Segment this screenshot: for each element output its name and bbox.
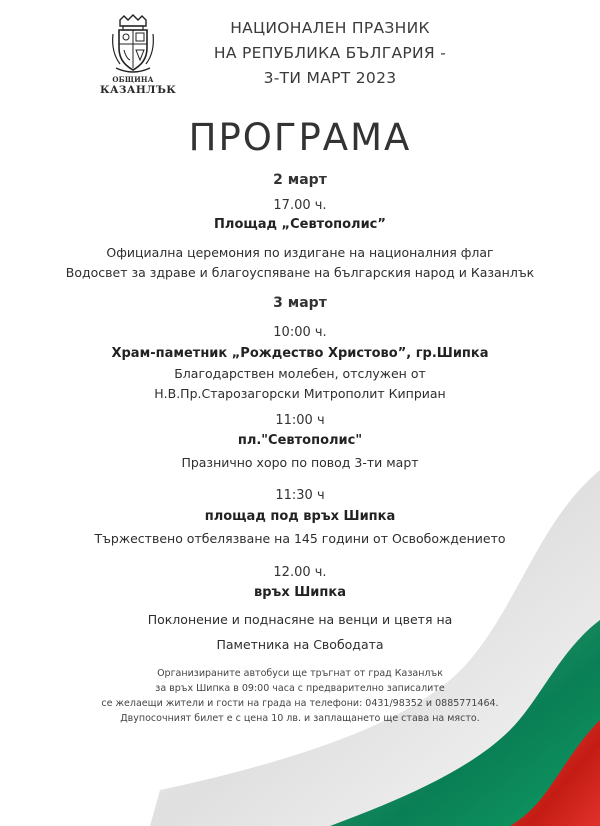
day2-event4-desc-line-1: Поклонение и поднасяне на венци и цветя на [147,612,453,627]
crest-org-line1: ОБЩИНА [112,75,154,84]
day2-event4-desc-line-2: Паметника на Свободата [216,637,384,652]
transport-note [0,666,600,726]
day2-event1-desc-line-1: Благодарствен молебен, отслужен от [174,366,426,381]
day2-event3-time: 11:30 ч [275,488,325,503]
kazanlak-coat-of-arms-icon [110,14,156,74]
day1-date: 2 март [273,172,327,188]
day2-event3-place: площад под връх Шипка [204,509,396,524]
event-title-line-1: НАЦИОНАЛЕН ПРАЗНИК [230,19,430,37]
day2-event4-time: 12.00 ч. [273,565,327,580]
day1-event1-time: 17.00 ч. [273,198,327,213]
day2-event3-desc-line-1: Тържествено отбелязване на 145 години от Освобождението [94,531,506,546]
day2-event1-place: Храм-паметник „Рождество Христово”, гр.Шипка [111,346,489,361]
day2-date: 3 март [273,295,327,311]
crest-org-line2: КАЗАНЛЪК [100,84,177,96]
day2-event1-desc-line-2: Н.В.Пр.Старозагорски Митрополит Киприан [154,386,446,401]
program-heading: ПРОГРАМА [188,116,412,159]
day1-event1-desc-line-1: Официална церемония по издигане на националния флаг [106,245,494,260]
day2-event2-time: 11:00 ч [275,413,325,428]
day2-event3 [0,485,600,551]
day2-event4 [0,563,600,657]
day2-section [0,295,600,311]
municipality-crest [100,14,177,106]
transport-note-line-3: се желаещи жители и гости на града на телефони: 0431/98352 и 0885771464. [101,698,499,709]
event-title-line-2: НА РЕПУБЛИКА БЪЛГАРИЯ - [213,44,447,62]
day1-event1-place: Площад „Севтополис” [214,217,386,232]
day1-event1-desc [0,243,600,283]
day1-event1 [0,196,600,234]
day2-event2 [0,411,600,475]
day2-event4-place: връх Шипка [254,585,346,600]
day2-event2-desc-line-1: Празнично хоро по повод 3-ти март [181,455,419,470]
transport-note-line-4: Двупосочният билет е с цена 10 лв. и заплащането ще става на място. [120,713,480,724]
transport-note-line-1: Организираните автобуси ще тръгнат от град Казанлък [157,668,443,679]
event-title [200,16,460,91]
day1-event1-desc-line-2: Водосвет за здраве и благоуспяване на българския народ и Казанлък [65,265,535,280]
event-title-line-3: 3-ТИ МАРТ 2023 [263,69,397,87]
day2-event2-place: пл."Севтополис" [237,433,363,448]
day2-event1 [0,322,600,404]
day2-event1-time: 10:00 ч. [273,325,327,340]
transport-note-line-2: за връх Шипка в 09:00 часа с предварително записалите [155,683,445,694]
day1-section [0,172,600,188]
